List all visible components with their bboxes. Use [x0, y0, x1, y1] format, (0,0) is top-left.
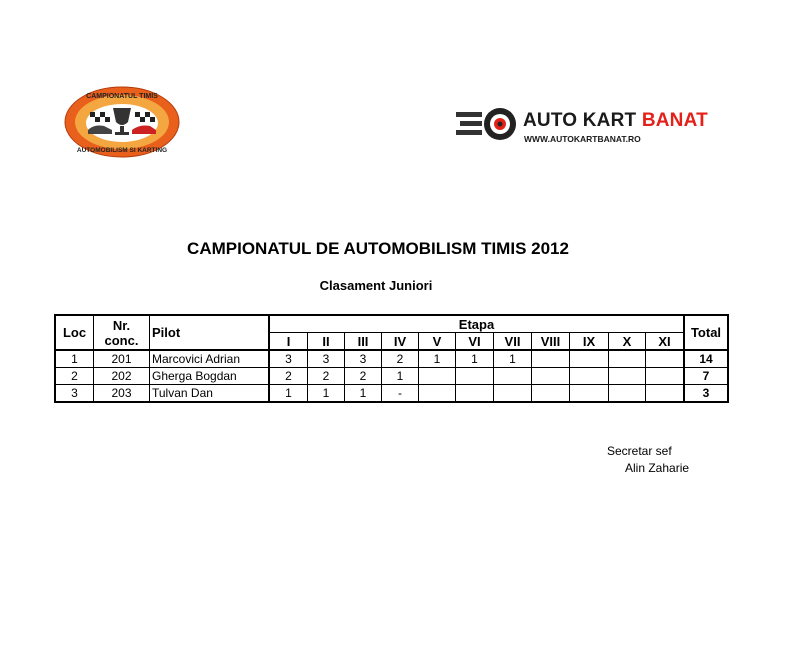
cell-stage [532, 368, 570, 385]
cell-stage: 1 [456, 350, 494, 368]
cell-stage: 3 [308, 350, 345, 368]
header-stage: IV [382, 333, 419, 351]
cell-stage [646, 350, 685, 368]
document-subtitle: Clasament Juniori [319, 278, 433, 293]
cell-nr: 203 [94, 385, 150, 403]
cell-stage [609, 350, 646, 368]
signature-role: Secretar sef [607, 444, 672, 458]
cell-stage [419, 385, 456, 403]
header-stage: VII [494, 333, 532, 351]
brand-title-plain: AUTO KART [523, 110, 642, 131]
auto-kart-banat-logo [456, 104, 706, 148]
cell-total: 7 [684, 368, 728, 385]
cell-loc: 1 [55, 350, 94, 368]
cell-stage: 1 [419, 350, 456, 368]
cell-stage [609, 368, 646, 385]
header-nr-conc [94, 315, 150, 350]
cell-loc: 2 [55, 368, 94, 385]
header-stage: II [308, 333, 345, 351]
cell-stage: 1 [494, 350, 532, 368]
document-title: CAMPIONATUL DE AUTOMOBILISM TIMIS 2012 [187, 239, 569, 258]
header-stage: V [419, 333, 456, 351]
cell-stage: 1 [269, 385, 308, 403]
brand-url: WWW.AUTOKARTBANAT.RO [524, 134, 641, 144]
cell-stage: 2 [308, 368, 345, 385]
cell-stage [532, 350, 570, 368]
cell-stage [419, 368, 456, 385]
header-etapa: Etapa [269, 315, 684, 333]
signature-name: Alin Zaharie [625, 461, 690, 475]
cell-stage: 3 [345, 350, 382, 368]
cell-stage: 2 [269, 368, 308, 385]
header-pilot: Pilot [150, 315, 270, 350]
cell-stage [456, 368, 494, 385]
wheel-icon [456, 104, 518, 144]
cell-stage [570, 385, 609, 403]
cell-total: 14 [684, 350, 728, 368]
logo-text-top: CAMPIONATUL TIMIS [86, 93, 158, 100]
table-row [55, 368, 728, 385]
header-total: Total [684, 315, 728, 350]
cell-stage [494, 385, 532, 403]
cell-stage: 3 [269, 350, 308, 368]
header-stage: I [269, 333, 308, 351]
logo-text-bottom: AUTOMOBILISM SI KARTING [76, 147, 168, 154]
cell-stage [494, 368, 532, 385]
header-stage: IX [570, 333, 609, 351]
header-loc: Loc [55, 315, 94, 350]
cell-pilot: Gherga Bogdan [150, 368, 270, 385]
header-stage: VI [456, 333, 494, 351]
cell-nr: 201 [94, 350, 150, 368]
header-nr-line2: conc. [104, 332, 139, 348]
cell-pilot: Marcovici Adrian [150, 350, 270, 368]
header-stage: III [345, 333, 382, 351]
header-nr-line1: Nr. [112, 317, 131, 333]
cell-pilot: Tulvan Dan [150, 385, 270, 403]
table-row [55, 385, 728, 403]
brand-title-accent: BANAT [641, 110, 708, 131]
cell-loc: 3 [55, 385, 94, 403]
standings-table [54, 314, 729, 403]
cell-stage: 1 [382, 368, 419, 385]
cell-stage [570, 368, 609, 385]
cell-stage: - [382, 385, 419, 403]
cell-stage [456, 385, 494, 403]
cell-stage [570, 350, 609, 368]
cell-stage [646, 368, 685, 385]
cell-stage [646, 385, 685, 403]
cell-stage: 2 [345, 368, 382, 385]
header-row-1 [55, 315, 728, 333]
cell-stage: 1 [345, 385, 382, 403]
header-stage: XI [646, 333, 685, 351]
table-row [55, 350, 728, 368]
header-stage: VIII [532, 333, 570, 351]
campionatul-timis-logo [64, 86, 180, 158]
cell-total: 3 [684, 385, 728, 403]
cell-nr: 202 [94, 368, 150, 385]
cell-stage: 1 [308, 385, 345, 403]
header-stage: X [609, 333, 646, 351]
cell-stage: 2 [382, 350, 419, 368]
brand-title [523, 110, 708, 132]
cell-stage [609, 385, 646, 403]
cell-stage [532, 385, 570, 403]
